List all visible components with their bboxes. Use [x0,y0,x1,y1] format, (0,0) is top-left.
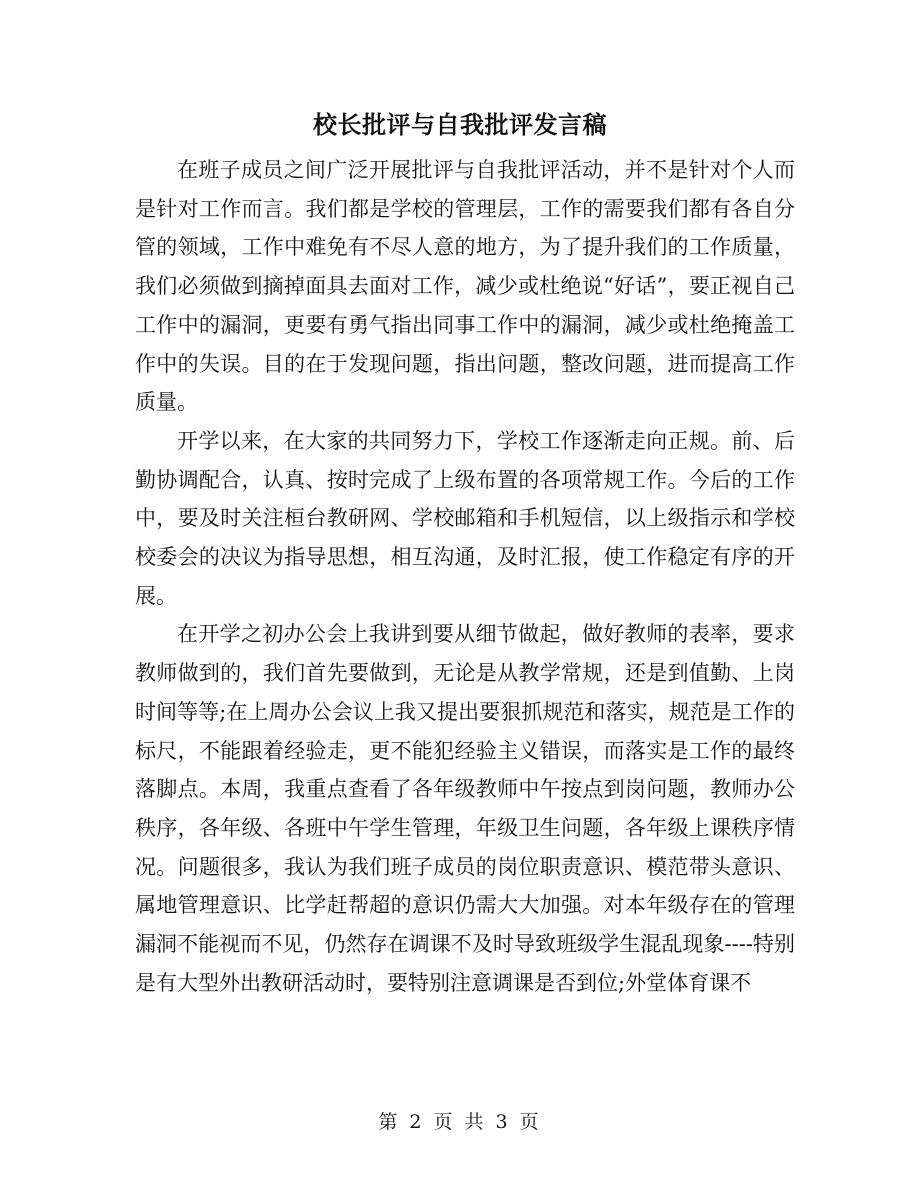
document-body [135,151,795,1002]
document-title: 校长批评与自我批评发言稿 [313,110,607,139]
paragraph-3: 在开学之初办公会上我讲到要从细节做起，做好教师的表率，要求教师做到的，我们首先要做到，无论是从教学常规，还是到值勤、上岗时间等等;在上周办公会议上我又提出要狠抓规范和落实，规范是工作的标尺，不能跟着经验走，更不能犯经验主义错误，而落实是工作的最终落脚点。本周，我重点查看了各年级教师中午按点到岗问题，教师办公秩序，各年级、各班中午学生管理，年级卫生问题，各年级上课秩序情况。问题很多，我认为我们班子成员的岗位职责意识、模范带头意识、属地管理意识、比学赶帮超的意识仍需大大加强。对本年级存在的管理漏洞不能视而不见，仍然存在调课不及时导致班级学生混乱现象----特别是有大型外出教研活动时，要特别注意调课是否到位;外堂体育课不 [135,622,795,995]
paragraph-2: 开学以来，在大家的共同努力下，学校工作逐渐走向正规。前、后勤协调配合，认真、按时完成了上级布置的各项常规工作。今后的工作中，要及时关注桓台教研网、学校邮箱和手机短信，以上级指示和学校校委会的决议为指导思想，相互沟通，及时汇报，使工作稳定有序的开展。 [135,428,795,608]
paragraph-1: 在班子成员之间广泛开展批评与自我批评活动，并不是针对个人而是针对工作而言。我们都是学校的管理层，工作的需要我们都有各自分管的领域，工作中难免有不尽人意的地方，为了提升我们的工作质量，我们必须做到摘掉面具去面对工作，减少或杜绝说“好话”，要正视自己工作中的漏洞，更要有勇气指出同事工作中的漏洞，减少或杜绝掩盖工作中的失误。目的在于发现问题，指出问题，整改问题，进而提高工作质量。 [135,158,795,415]
page-number-footer: 第 2 页 共 3 页 [378,1111,542,1133]
